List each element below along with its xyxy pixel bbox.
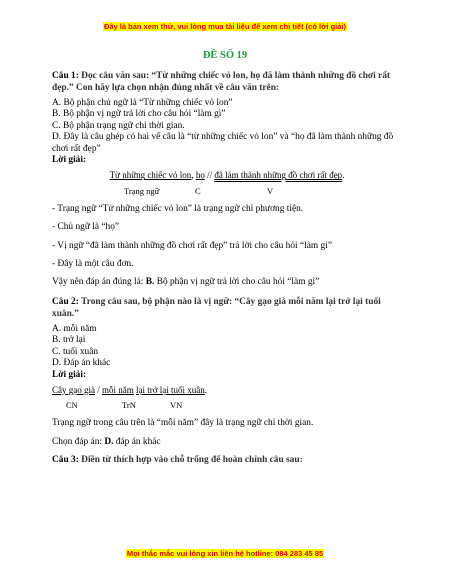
question-3-prompt [52,455,402,466]
preview-banner-text: Đây là bản xem thử, vui lòng mua tài liệu để xem chi tiết (có lời giải) [103,22,347,31]
question-1-explanation-2: - Chủ ngữ là “họ” [52,222,120,233]
question-1-explanation-4: - Đây là một câu đơn. [52,259,134,270]
question-2-separator-1: / [95,384,103,395]
page-title: ĐỀ SỐ 19 [202,50,248,61]
question-2-tags [52,400,402,414]
question-1-prompt [52,70,402,94]
question-2-tag-subject: CN [66,400,78,411]
question-1-label: Câu 1: [52,71,79,81]
question-2-option-d: D. Đáp án khác [52,358,111,369]
question-1-option-a: A. Bộ phận chủ ngữ là “Từ những chiếc vỏ lon” [52,98,233,108]
question-1-answer-prefix: Vậy nên đáp án đúng là: [52,277,146,288]
question-2-explanation: Trạng ngữ trong câu trên là “mỗi năm” đây là trạng ngữ chỉ thời gian. [52,418,314,429]
question-2-period: . [204,384,208,395]
question-2 [52,296,402,448]
preview-banner [0,22,450,31]
question-2-solution-label: Lời giải: [52,369,87,380]
question-3-label: Câu 3: [52,455,79,466]
question-1-answer-text: Bộ phận vị ngữ trả lời cho câu hỏi “làm gì” [154,277,320,288]
question-1 [52,70,402,289]
question-1-adverbial-part: Từ những chiếc vỏ lon [109,170,192,181]
question-1-tag-subject: C [195,185,201,196]
question-2-text: Trong câu sau, bộ phận nào là vị ngữ: “Cây gạo già mỗi năm lại trở lại tuổi xuân.” [52,296,381,319]
question-2-adverbial-part: mỗi năm [102,384,134,395]
question-2-option-c: C. tuổi xuân [52,346,99,357]
question-1-explanation-3: - Vị ngữ “đã làm thành những đồ chơi rất đẹp” trả lời cho câu hỏi “làm gì” [52,240,332,251]
question-1-option-d: D. Đây là câu ghép có hai vế câu là “từ những chiếc vỏ lon” và “họ đã làm thành những đồ chơi rất đẹp” [52,132,394,154]
question-1-explanation-1: - Trạng ngữ “Từ những chiếc vỏ lon” là trạng ngữ chỉ phương tiện. [52,203,304,214]
question-2-label: Câu 2: [52,296,79,307]
question-2-answer-text: đáp án khác [113,436,161,447]
question-2-tag-adverbial: TrN [122,400,136,411]
question-1-answer-letter: B. [145,277,155,288]
question-1-option-c: C. Bộ phận trạng ngữ chỉ thời gian. [52,120,185,131]
question-2-option-a: A. mỗi năm [52,323,97,334]
question-2-answer [52,437,402,448]
question-3-text: Điền từ thích hợp vào chỗ trống để hoàn chỉnh câu sau: [81,455,303,466]
question-1-predicate-part: đã làm thành những đồ chơi rất đẹp [214,170,343,181]
question-1-answer [52,277,402,288]
question-1-subject-part: họ [195,170,205,181]
question-1-period: . [342,170,345,181]
question-2-option-b: B. trở lại [52,335,86,346]
question-1-tag-predicate: V [267,185,274,196]
question-2-subject-part: Cây gạo già [52,384,95,395]
question-2-answer-letter: D. [104,436,114,447]
question-1-separator-2: // [204,170,215,181]
question-3 [52,455,402,466]
question-2-predicate-part: lại trở lại tuổi xuân [136,384,205,395]
question-1-tags [52,186,402,200]
question-2-sentence-analysis [52,385,402,396]
question-2-tag-predicate: VN [170,400,183,411]
hotline-footer [0,549,450,558]
question-1-separator-1: , [191,170,196,181]
hotline-footer-text: Mọi thắc mắc vui lòng xin liên hệ hotline: 084 283 45 85 [126,549,324,558]
question-1-tag-adverbial: Trạng ngữ [124,185,160,196]
question-2-answer-prefix: Chọn đáp án: [52,436,105,447]
question-1-option-b: B. Bộ phận vị ngữ trả lời cho câu hỏi “làm gì” [52,109,226,120]
question-1-solution-label: Lời giải: [52,155,87,166]
document-body [52,70,402,467]
question-1-text: Đọc câu văn sau: “Từ những chiếc vỏ lon, họ đã làm thành những đồ chơi rất đẹp.” Con hãy lựa chọn nhận đúng nhất về câu văn trên: [52,71,391,93]
question-1-sentence-analysis [52,170,402,181]
question-2-prompt [52,296,402,320]
